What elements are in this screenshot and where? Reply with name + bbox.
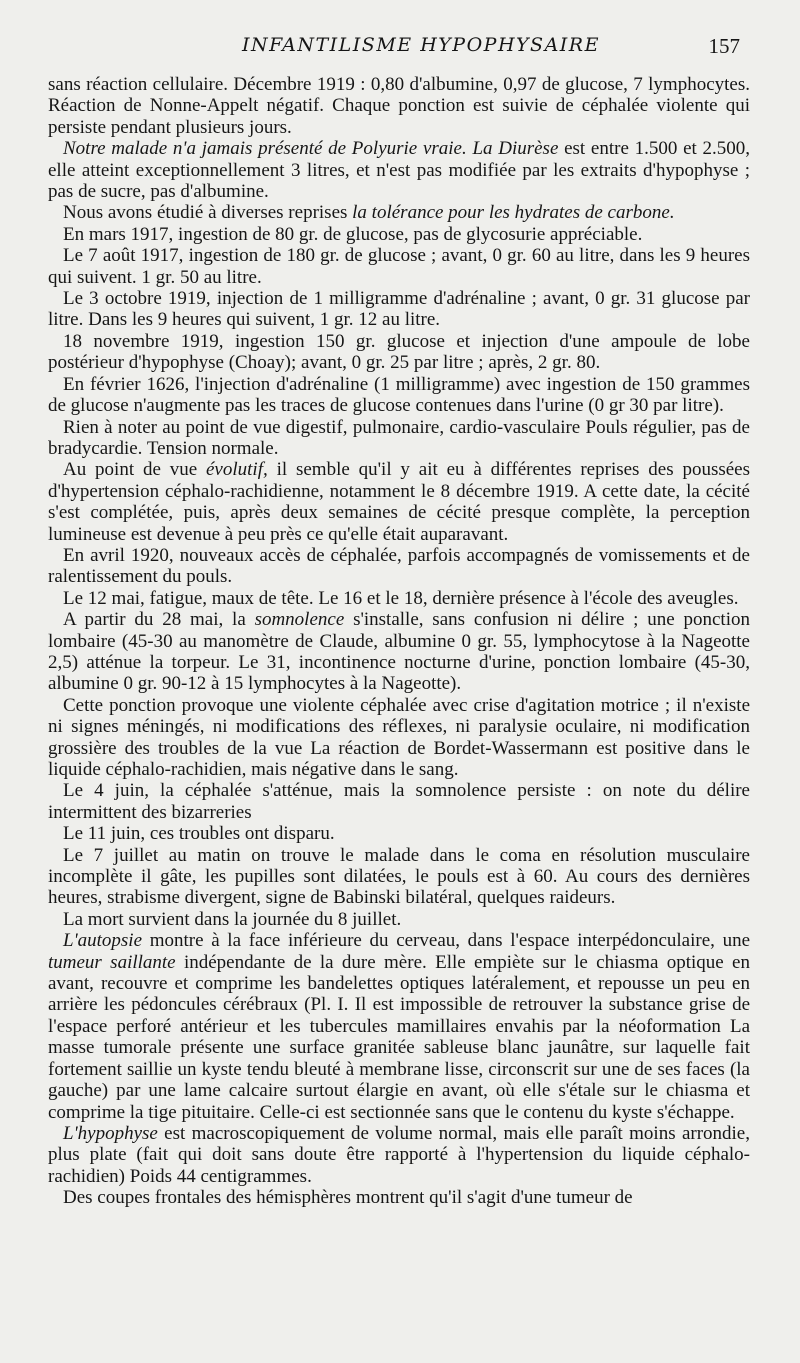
italic-text: Notre malade n'a jamais présenté de Polyurie vraie. bbox=[63, 138, 467, 160]
text-run: s'installe, sans confusion ni délire ; une ponction lombaire (45-30 au manomètre de Claude, albumine 0 gr. 55, lymphocytose à la Nageotte 2,5) atténue la torpeur. Le 31, incontinence nocturne d'urine, ponction lombaire (45-30, albumine 0 gr. 90-12 à 15 lymphocytes à la Nageotte). bbox=[48, 609, 750, 695]
paragraph bbox=[48, 1187, 750, 1208]
text-run: Rien à noter au point de vue digestif, pulmonaire, cardio-vasculaire Pouls régulier, pas de bradycardie. Tension normale. bbox=[48, 416, 750, 459]
italic-text: L'autopsie bbox=[63, 930, 143, 952]
text-run: Au point de vue bbox=[63, 459, 206, 481]
paragraph bbox=[48, 374, 750, 417]
paragraph bbox=[48, 245, 750, 288]
text-run: Le 3 octobre 1919, injection de 1 milligramme d'adrénaline ; avant, 0 gr. 31 glucose par litre. Dans les 9 heures qui suivent, 1 gr. 12 au litre. bbox=[48, 288, 750, 331]
running-title: INFANTILISME HYPOPHYSAIRE bbox=[242, 34, 600, 56]
italic-text: L'hypophyse bbox=[63, 1122, 158, 1144]
text-run: Des coupes frontales des hémisphères montrent qu'il s'agit d'une tumeur de bbox=[63, 1187, 633, 1209]
text-run: Cette ponction provoque une violente céphalée avec crise d'agitation motrice ; il n'existe ni signes méningés, ni modifications des réflexes, ni paralysie oculaire, ni modification grossière des troubles de la vue La réaction de Bordet-Wassermann est positive dans le liquide céphalo-rachidien, mais négative dans le sang. bbox=[48, 694, 750, 780]
page-number: 157 bbox=[708, 34, 740, 58]
text-run: montre à la face inférieure du cerveau, dans l'espace interpédonculaire, une bbox=[142, 930, 750, 952]
paragraph bbox=[48, 780, 750, 823]
paragraph bbox=[48, 823, 750, 844]
paragraph bbox=[48, 417, 750, 460]
text-run: Le 11 juin, ces troubles ont disparu. bbox=[63, 823, 335, 845]
text-run: sans réaction cellulaire. Décembre 1919 : 0,80 d'albumine, 0,97 de glucose, 7 lymphocytes. Réaction de Nonne-Appelt négatif. Chaque ponction est suivie de céphalée violente qui persiste pendant plusieurs jours. bbox=[48, 74, 750, 138]
text-run: Le 7 juillet au matin on trouve le malade dans le coma en résolution musculaire incomplète il gâte, les pupilles sont dilatées, le pouls est à 60. Au cours des dernières heures, strabisme divergent, signe de Babinski bilatéral, quelques raideurs. bbox=[48, 844, 750, 909]
text-run: En avril 1920, nouveaux accès de céphalée, parfois accompagnés de vomissements et de ralentissement du pouls. bbox=[48, 544, 750, 588]
paragraph bbox=[48, 331, 750, 374]
italic-text: La Diurèse bbox=[472, 138, 559, 160]
paragraph bbox=[48, 930, 750, 1123]
paragraph bbox=[48, 224, 750, 245]
text-run: Le 4 juin, la céphalée s'atténue, mais la somnolence persiste : on note du délire intermittent des bizarreries bbox=[48, 780, 750, 823]
text-run: est macroscopiquement de volume normal, mais elle paraît moins arrondie, plus plate (fait qui doit sans doute être rapporté à l'hypertension du liquide céphalo-rachidien) Poids 44 centigrammes. bbox=[48, 1122, 750, 1187]
text-run: Nous avons étudié à diverses reprises bbox=[63, 202, 353, 224]
paragraph bbox=[48, 845, 750, 909]
page-header bbox=[56, 30, 746, 62]
text-run: est entre 1.500 et 2.500, elle atteint exceptionnellement 3 litres, et n'est pas modifiée par les extraits d'hypophyse ; pas de sucre, pas d'albumine. bbox=[48, 138, 750, 203]
paragraph bbox=[48, 459, 750, 545]
paragraph bbox=[48, 202, 750, 223]
text-run: indépendante de la dure mère. Elle empiète sur le chiasma optique en avant, recouvre et comprime les bandelettes optiques latéralement, et repousse un peu en arrière les pédoncules cérébraux (Pl. I. Il est impossible de retrouver la substance grise de l'espace perforé antérieur et les tubercules mamillaires envahis par la néoformation La masse tumorale présente une surface granitée sableuse blanc jaunâtre, sur laquelle fait fortement saillie un kyste tendu bleuté à membrane lisse, circonscrit sur une de ses faces (la gauche) par une lame calcaire surtout élargie en avant, où elle s'étale sur le chiasma et comprime la tige pituitaire. Celle-ci est sectionnée sans que le contenu du kyste s'échappe. bbox=[48, 951, 750, 1123]
text-run: A partir du 28 mai, la bbox=[63, 609, 255, 631]
paragraph bbox=[48, 288, 750, 331]
paragraph bbox=[48, 695, 750, 781]
paragraph bbox=[48, 588, 750, 609]
italic-text: somnolence bbox=[254, 609, 345, 631]
paragraph bbox=[48, 545, 750, 588]
paragraph bbox=[48, 1123, 750, 1187]
italic-text: tumeur saillante bbox=[48, 951, 176, 973]
text-run: En février 1626, l'injection d'adrénaline (1 milligramme) avec ingestion de 150 grammes de glucose n'augmente pas les traces de glucose contenues dans l'urine (0 gr 30 par litre). bbox=[48, 373, 750, 417]
text-run: 18 novembre 1919, ingestion 150 gr. glucose et injection d'une ampoule de lobe postérieur d'hypophyse (Choay); avant, 0 gr. 25 par litre ; après, 2 gr. 80. bbox=[48, 330, 750, 374]
paragraph bbox=[48, 74, 750, 138]
italic-text: évolutif, bbox=[206, 459, 268, 481]
italic-text: la tolérance pour les hydrates de carbone. bbox=[352, 202, 675, 224]
text-run: La mort survient dans la journée du 8 juillet. bbox=[63, 908, 402, 930]
text-run: En mars 1917, ingestion de 80 gr. de glucose, pas de glycosurie appréciable. bbox=[63, 223, 643, 245]
text-run: Le 7 août 1917, ingestion de 180 gr. de glucose ; avant, 0 gr. 60 au litre, dans les 9 heures qui suivent. 1 gr. 50 au litre. bbox=[48, 245, 750, 288]
paragraph bbox=[48, 609, 750, 695]
body-text bbox=[48, 74, 750, 1209]
text-run: Le 12 mai, fatigue, maux de tête. Le 16 et le 18, dernière présence à l'école des aveugles. bbox=[63, 587, 739, 609]
paragraph bbox=[48, 909, 750, 930]
paragraph bbox=[48, 138, 750, 202]
text-run: il semble qu'il y ait eu à différentes reprises des poussées d'hypertension céphalo-rachidienne, notamment le 8 décembre 1919. A cette date, la cécité s'est complétée, puis, après deux semaines de cécité presque complète, la perception lumineuse est devenue à peu près ce qu'elle était auparavant. bbox=[48, 459, 750, 545]
